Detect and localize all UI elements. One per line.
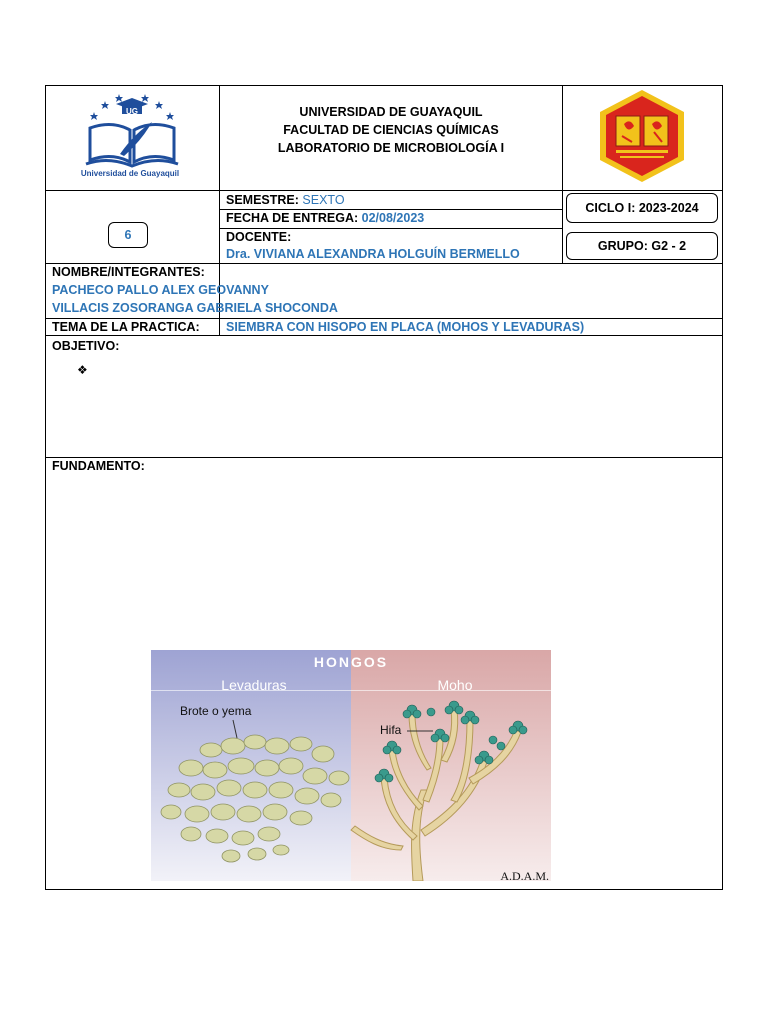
- figure-title: HONGOS: [313, 654, 389, 670]
- delivery-date-value: 02/08/2023: [361, 211, 425, 225]
- cycle-box: [566, 193, 718, 223]
- figure-right-annotation: Hifa: [380, 723, 402, 737]
- delivery-date-field: [226, 211, 424, 226]
- lab-title: LABORATORIO DE MICROBIOLOGÍA I: [277, 141, 505, 155]
- member-name: VILLACIS ZOSORANGA GABRIELA SHOCONDA: [52, 301, 338, 315]
- objective-label: OBJETIVO:: [52, 339, 120, 353]
- topic-label: TEMA DE LA PRACTICA:: [52, 320, 200, 334]
- faculty-logo: [594, 88, 690, 184]
- svg-text:UG: UG: [126, 107, 138, 116]
- group-box: [566, 232, 718, 260]
- teacher-label: DOCENTE:: [226, 230, 292, 244]
- members-label: NOMBRE/INTEGRANTES:: [52, 265, 205, 279]
- divider: [45, 318, 723, 319]
- group-value: GRUPO: G2 - 2: [597, 239, 687, 253]
- divider: [219, 209, 562, 210]
- divider: [45, 263, 723, 264]
- practice-number-box: [108, 222, 148, 248]
- member-name: PACHECO PALLO ALEX GEOVANNY: [52, 283, 269, 297]
- foundation-label: FUNDAMENTO:: [52, 459, 145, 473]
- topic-value: SIEMBRA CON HISOPO EN PLACA (MOHOS Y LEVADURAS): [226, 320, 585, 334]
- fungi-figure: [151, 650, 551, 881]
- semester-label: SEMESTRE:: [226, 193, 303, 207]
- figure-credit: A.D.A.M.: [500, 869, 549, 881]
- teacher-value: Dra. VIVIANA ALEXANDRA HOLGUÍN BERMELLO: [226, 247, 520, 261]
- divider: [45, 457, 723, 458]
- divider: [219, 228, 562, 229]
- university-title: UNIVERSIDAD DE GUAYAQUIL: [299, 105, 483, 119]
- semester-field: [226, 193, 345, 208]
- cycle-value: CICLO I: 2023-2024: [585, 201, 699, 215]
- delivery-date-label: FECHA DE ENTREGA:: [226, 211, 362, 225]
- practice-number: 6: [124, 228, 132, 242]
- semester-value: SEXTO: [302, 193, 345, 207]
- divider: [562, 85, 563, 263]
- divider: [45, 335, 723, 336]
- objective-bullet: ❖: [77, 363, 88, 377]
- figure-left-heading: Levaduras: [221, 677, 287, 693]
- divider: [45, 190, 723, 191]
- figure-left-annotation: Brote o yema: [180, 704, 252, 718]
- university-logo-caption: Universidad de Guayaquil: [80, 169, 180, 178]
- faculty-title: FACULTAD DE CIENCIAS QUÍMICAS: [283, 123, 499, 137]
- figure-right-heading: Moho: [437, 677, 473, 693]
